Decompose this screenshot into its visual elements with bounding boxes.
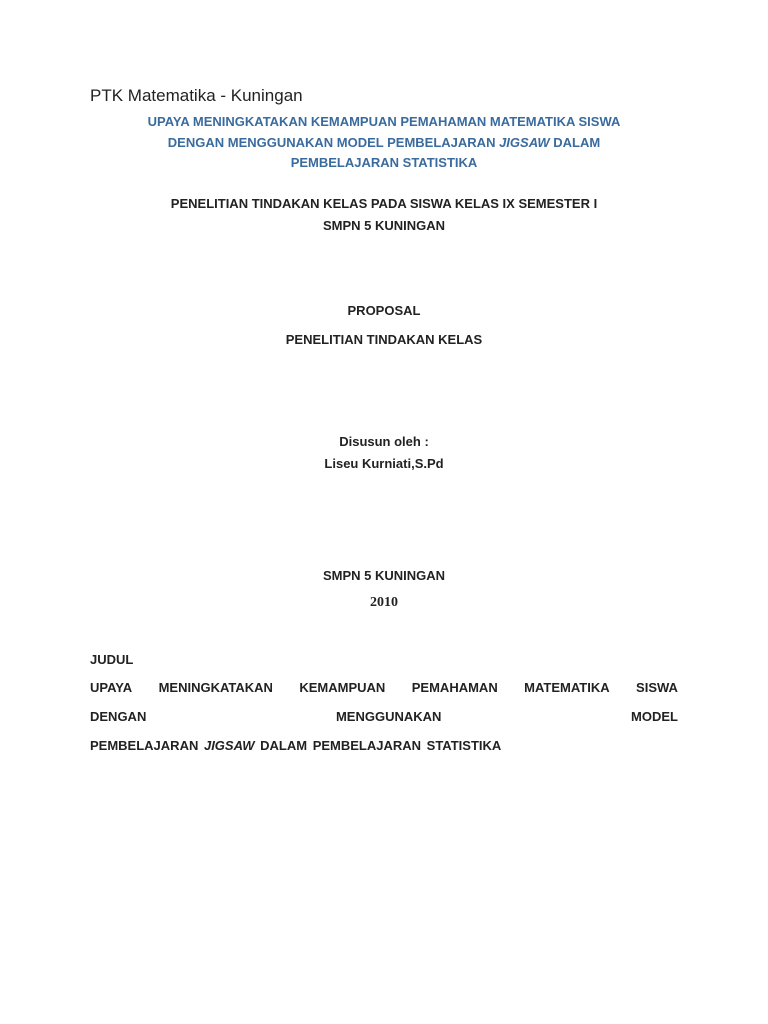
author-label: Disusun oleh : [339, 434, 429, 449]
proposal-kind: PENELITIAN TINDAKAN KELAS [285, 332, 483, 347]
title-jigsaw-italic: JIGSAW [499, 134, 550, 150]
document-header: PTK Matematika - Kuningan [90, 86, 303, 105]
judul-word: MATEMATIKA [524, 680, 610, 695]
author-name: Liseu Kurniati,S.Pd [324, 456, 444, 471]
title-line-2-end: DALAM [549, 134, 601, 150]
judul-row-3 [90, 738, 678, 753]
document-title [0, 112, 768, 174]
judul-word: MODEL [631, 709, 678, 724]
judul-jigsaw-italic: JIGSAW [203, 738, 255, 753]
judul-word: MENINGKATAKAN [158, 680, 273, 695]
judul-word: PEMAHAMAN [411, 680, 498, 695]
proposal-label: PROPOSAL [347, 303, 421, 318]
subtitle-line-1: PENELITIAN TINDAKAN KELAS PADA SISWA KELAS IX SEMESTER I [170, 196, 598, 211]
title-line-3: PEMBELAJARAN STATISTIKA [290, 155, 478, 170]
title-line-2 [0, 133, 768, 154]
subtitle-line-2: SMPN 5 KUNINGAN [322, 218, 446, 233]
institution-name: SMPN 5 KUNINGAN [322, 568, 446, 583]
institution-year: 2010 [370, 595, 398, 610]
judul-word: KEMAMPUAN [299, 680, 386, 695]
judul-row-3-start: PEMBELAJARAN [90, 738, 204, 753]
judul-heading: JUDUL [90, 652, 134, 667]
judul-word: UPAYA [90, 680, 133, 695]
judul-word: DENGAN [90, 709, 147, 724]
title-line-1: UPAYA MENINGKATAKAN KEMAMPUAN PEMAHAMAN MATEMATIKA SISWA [147, 114, 621, 129]
judul-word: MENGGUNAKAN [335, 709, 442, 724]
judul-row-3-end: DALAM PEMBELAJARAN STATISTIKA [254, 738, 502, 753]
judul-row-1 [90, 680, 678, 695]
judul-row-2 [90, 709, 678, 724]
title-line-2-start: DENGAN MENGGUNAKAN MODEL PEMBELAJARAN [167, 134, 500, 150]
judul-word: SISWA [636, 680, 678, 695]
